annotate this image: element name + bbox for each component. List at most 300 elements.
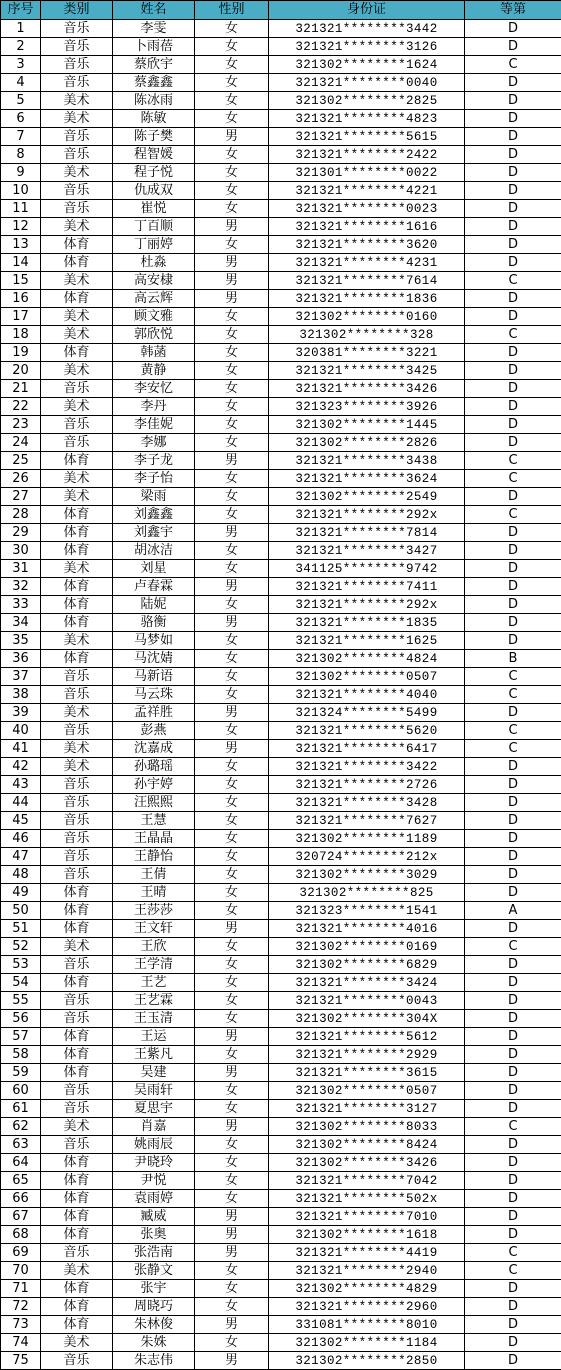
cell-seq: 13: [1, 236, 41, 254]
cell-name: 杜淼: [113, 254, 195, 272]
cell-category: 美术: [41, 1118, 113, 1136]
cell-id-number: 341125********9742: [269, 560, 465, 578]
cell-gender: 女: [195, 794, 269, 812]
cell-gender: 女: [195, 344, 269, 362]
cell-category: 音乐: [41, 722, 113, 740]
cell-grade: D: [465, 362, 561, 380]
table-row: [1, 146, 561, 164]
cell-gender: 男: [195, 254, 269, 272]
cell-grade: D: [465, 434, 561, 452]
cell-grade: D: [465, 92, 561, 110]
cell-id-number: 321321********2726: [269, 776, 465, 794]
cell-name: 王艺霖: [113, 992, 195, 1010]
table-row: [1, 704, 561, 722]
cell-grade: C: [465, 56, 561, 74]
cell-seq: 2: [1, 38, 41, 56]
cell-name: 张宇: [113, 1280, 195, 1298]
cell-gender: 女: [195, 668, 269, 686]
table-row: [1, 326, 561, 344]
cell-gender: 女: [195, 434, 269, 452]
cell-grade: D: [465, 704, 561, 722]
cell-id-number: 321321********7010: [269, 1208, 465, 1226]
cell-gender: 女: [195, 776, 269, 794]
cell-seq: 64: [1, 1154, 41, 1172]
cell-name: 吴雨轩: [113, 1082, 195, 1100]
cell-gender: 女: [195, 1136, 269, 1154]
table-row: [1, 812, 561, 830]
cell-name: 马云珠: [113, 686, 195, 704]
cell-id-number: 321302********4829: [269, 1280, 465, 1298]
cell-grade: B: [465, 650, 561, 668]
cell-name: 朱志伟: [113, 1352, 195, 1370]
table-row: [1, 236, 561, 254]
cell-grade: D: [465, 758, 561, 776]
cell-id-number: 321321********5620: [269, 722, 465, 740]
cell-name: 王静怡: [113, 848, 195, 866]
cell-grade: C: [465, 1244, 561, 1262]
table-row: [1, 20, 561, 38]
cell-grade: C: [465, 1262, 561, 1280]
cell-gender: 男: [195, 218, 269, 236]
cell-grade: D: [465, 1298, 561, 1316]
cell-gender: 男: [195, 128, 269, 146]
cell-seq: 35: [1, 632, 41, 650]
cell-gender: 女: [195, 560, 269, 578]
cell-grade: D: [465, 1208, 561, 1226]
cell-name: 蔡欣宇: [113, 56, 195, 74]
table-row: [1, 722, 561, 740]
cell-name: 张浩南: [113, 1244, 195, 1262]
cell-id-number: 321321********3442: [269, 20, 465, 38]
cell-seq: 12: [1, 218, 41, 236]
cell-category: 体育: [41, 884, 113, 902]
cell-id-number: 321321********6417: [269, 740, 465, 758]
cell-gender: 男: [195, 524, 269, 542]
cell-seq: 53: [1, 956, 41, 974]
cell-seq: 21: [1, 380, 41, 398]
cell-seq: 56: [1, 1010, 41, 1028]
cell-grade: D: [465, 200, 561, 218]
cell-seq: 10: [1, 182, 41, 200]
cell-id-number: 321302********2549: [269, 488, 465, 506]
cell-gender: 女: [195, 974, 269, 992]
table-row: [1, 956, 561, 974]
cell-seq: 52: [1, 938, 41, 956]
table-row: [1, 884, 561, 902]
cell-grade: C: [465, 1118, 561, 1136]
cell-grade: D: [465, 560, 561, 578]
cell-name: 王紫凡: [113, 1046, 195, 1064]
cell-gender: 女: [195, 236, 269, 254]
cell-name: 李雯: [113, 20, 195, 38]
table-row: [1, 632, 561, 650]
cell-category: 美术: [41, 272, 113, 290]
cell-gender: 男: [195, 1118, 269, 1136]
cell-seq: 9: [1, 164, 41, 182]
cell-seq: 30: [1, 542, 41, 560]
cell-category: 美术: [41, 758, 113, 776]
cell-seq: 42: [1, 758, 41, 776]
cell-name: 袁雨婷: [113, 1190, 195, 1208]
cell-id-number: 321302********1445: [269, 416, 465, 434]
cell-category: 音乐: [41, 812, 113, 830]
table-row: [1, 56, 561, 74]
cell-name: 崔悦: [113, 200, 195, 218]
table-row: [1, 506, 561, 524]
cell-id-number: 321302********8424: [269, 1136, 465, 1154]
cell-seq: 16: [1, 290, 41, 308]
cell-gender: 女: [195, 1082, 269, 1100]
table-row: [1, 1280, 561, 1298]
cell-seq: 15: [1, 272, 41, 290]
cell-gender: 女: [195, 992, 269, 1010]
table-row: [1, 938, 561, 956]
table-row: [1, 1316, 561, 1334]
table-row: [1, 272, 561, 290]
cell-gender: 女: [195, 416, 269, 434]
cell-grade: D: [465, 164, 561, 182]
cell-category: 体育: [41, 1226, 113, 1244]
cell-id-number: 321302********1184: [269, 1334, 465, 1352]
cell-seq: 44: [1, 794, 41, 812]
cell-category: 音乐: [41, 1082, 113, 1100]
table-row: [1, 254, 561, 272]
cell-seq: 58: [1, 1046, 41, 1064]
table-row: [1, 686, 561, 704]
cell-seq: 55: [1, 992, 41, 1010]
cell-grade: D: [465, 1154, 561, 1172]
cell-grade: D: [465, 830, 561, 848]
cell-gender: 女: [195, 758, 269, 776]
cell-name: 李丹: [113, 398, 195, 416]
cell-gender: 女: [195, 542, 269, 560]
cell-id-number: 321321********2422: [269, 146, 465, 164]
cell-id-number: 321321********7614: [269, 272, 465, 290]
cell-seq: 25: [1, 452, 41, 470]
table-row: [1, 1082, 561, 1100]
cell-id-number: 321302********0160: [269, 308, 465, 326]
cell-grade: C: [465, 326, 561, 344]
cell-seq: 54: [1, 974, 41, 992]
cell-id-number: 321302********3029: [269, 866, 465, 884]
cell-seq: 36: [1, 650, 41, 668]
cell-category: 音乐: [41, 380, 113, 398]
cell-gender: 女: [195, 866, 269, 884]
cell-category: 音乐: [41, 956, 113, 974]
table-row: [1, 452, 561, 470]
cell-seq: 27: [1, 488, 41, 506]
cell-grade: D: [465, 1316, 561, 1334]
cell-name: 陈子樊: [113, 128, 195, 146]
cell-name: 汪熙熙: [113, 794, 195, 812]
cell-id-number: 321321********2929: [269, 1046, 465, 1064]
table-row: [1, 902, 561, 920]
cell-seq: 60: [1, 1082, 41, 1100]
cell-category: 美术: [41, 326, 113, 344]
cell-category: 音乐: [41, 1136, 113, 1154]
table-row: [1, 1010, 561, 1028]
table-row: [1, 1064, 561, 1082]
cell-name: 李子怡: [113, 470, 195, 488]
cell-grade: D: [465, 794, 561, 812]
cell-grade: D: [465, 488, 561, 506]
cell-grade: D: [465, 1334, 561, 1352]
table-row: [1, 542, 561, 560]
cell-gender: 女: [195, 92, 269, 110]
cell-grade: D: [465, 416, 561, 434]
cell-name: 肖嘉: [113, 1118, 195, 1136]
cell-id-number: 321321********4419: [269, 1244, 465, 1262]
cell-grade: D: [465, 1028, 561, 1046]
cell-name: 卜雨蓓: [113, 38, 195, 56]
cell-id-number: 321321********292x: [269, 596, 465, 614]
cell-seq: 68: [1, 1226, 41, 1244]
cell-gender: 女: [195, 1190, 269, 1208]
cell-seq: 74: [1, 1334, 41, 1352]
cell-grade: D: [465, 956, 561, 974]
table-row: [1, 434, 561, 452]
cell-name: 丁丽婷: [113, 236, 195, 254]
cell-grade: D: [465, 308, 561, 326]
cell-category: 音乐: [41, 776, 113, 794]
cell-seq: 67: [1, 1208, 41, 1226]
cell-id-number: 321321********3127: [269, 1100, 465, 1118]
cell-id-number: 321321********1836: [269, 290, 465, 308]
cell-gender: 女: [195, 470, 269, 488]
cell-seq: 32: [1, 578, 41, 596]
cell-seq: 8: [1, 146, 41, 164]
cell-grade: D: [465, 920, 561, 938]
cell-category: 美术: [41, 632, 113, 650]
header-name: 姓名: [113, 1, 195, 20]
cell-gender: 女: [195, 884, 269, 902]
cell-gender: 女: [195, 1334, 269, 1352]
cell-name: 朱林俊: [113, 1316, 195, 1334]
cell-name: 周晓巧: [113, 1298, 195, 1316]
cell-id-number: 321302********2825: [269, 92, 465, 110]
cell-name: 张奥: [113, 1226, 195, 1244]
table-row: [1, 578, 561, 596]
cell-grade: C: [465, 722, 561, 740]
cell-name: 姚雨辰: [113, 1136, 195, 1154]
cell-id-number: 321321********3624: [269, 470, 465, 488]
table-row: [1, 38, 561, 56]
cell-seq: 18: [1, 326, 41, 344]
header-grade: 等第: [465, 1, 561, 20]
table-row: [1, 650, 561, 668]
table-row: [1, 110, 561, 128]
cell-grade: D: [465, 1280, 561, 1298]
table-row: [1, 668, 561, 686]
cell-name: 丁百顺: [113, 218, 195, 236]
cell-id-number: 321302********304X: [269, 1010, 465, 1028]
cell-seq: 33: [1, 596, 41, 614]
cell-gender: 女: [195, 38, 269, 56]
cell-seq: 43: [1, 776, 41, 794]
cell-name: 刘鑫宇: [113, 524, 195, 542]
cell-gender: 男: [195, 614, 269, 632]
cell-grade: D: [465, 524, 561, 542]
cell-name: 张静文: [113, 1262, 195, 1280]
cell-gender: 女: [195, 956, 269, 974]
cell-gender: 女: [195, 1172, 269, 1190]
cell-category: 体育: [41, 452, 113, 470]
cell-id-number: 321302********825: [269, 884, 465, 902]
cell-id-number: 321321********0043: [269, 992, 465, 1010]
cell-id-number: 321321********292x: [269, 506, 465, 524]
cell-name: 孟祥胜: [113, 704, 195, 722]
cell-category: 音乐: [41, 686, 113, 704]
cell-id-number: 321302********0507: [269, 668, 465, 686]
cell-grade: D: [465, 398, 561, 416]
cell-grade: D: [465, 1010, 561, 1028]
cell-name: 夏思宇: [113, 1100, 195, 1118]
header-id-number: 身份证: [269, 1, 465, 20]
cell-gender: 女: [195, 1154, 269, 1172]
cell-seq: 38: [1, 686, 41, 704]
cell-id-number: 321302********1618: [269, 1226, 465, 1244]
cell-seq: 69: [1, 1244, 41, 1262]
cell-gender: 女: [195, 722, 269, 740]
cell-grade: D: [465, 614, 561, 632]
cell-category: 美术: [41, 488, 113, 506]
cell-grade: C: [465, 470, 561, 488]
cell-name: 王慧: [113, 812, 195, 830]
cell-id-number: 321321********2940: [269, 1262, 465, 1280]
cell-seq: 75: [1, 1352, 41, 1370]
cell-id-number: 320381********3221: [269, 344, 465, 362]
cell-name: 陈敏: [113, 110, 195, 128]
cell-gender: 女: [195, 596, 269, 614]
table-body: [1, 20, 561, 1370]
cell-seq: 28: [1, 506, 41, 524]
cell-name: 王莎莎: [113, 902, 195, 920]
cell-id-number: 320724********212x: [269, 848, 465, 866]
cell-id-number: 321321********5612: [269, 1028, 465, 1046]
cell-category: 音乐: [41, 1352, 113, 1370]
cell-id-number: 321321********3620: [269, 236, 465, 254]
cell-gender: 女: [195, 380, 269, 398]
cell-seq: 46: [1, 830, 41, 848]
cell-grade: D: [465, 1046, 561, 1064]
cell-id-number: 321321********2960: [269, 1298, 465, 1316]
cell-seq: 22: [1, 398, 41, 416]
cell-id-number: 321321********3422: [269, 758, 465, 776]
cell-gender: 女: [195, 398, 269, 416]
cell-seq: 50: [1, 902, 41, 920]
cell-category: 体育: [41, 290, 113, 308]
cell-gender: 男: [195, 1244, 269, 1262]
cell-category: 音乐: [41, 866, 113, 884]
table-row: [1, 524, 561, 542]
cell-grade: D: [465, 146, 561, 164]
cell-seq: 39: [1, 704, 41, 722]
cell-name: 李娜: [113, 434, 195, 452]
cell-id-number: 321321********4231: [269, 254, 465, 272]
cell-id-number: 321321********3426: [269, 380, 465, 398]
cell-name: 蔡鑫鑫: [113, 74, 195, 92]
cell-name: 王运: [113, 1028, 195, 1046]
table-row: [1, 290, 561, 308]
cell-id-number: 321321********0040: [269, 74, 465, 92]
table-row: [1, 1226, 561, 1244]
cell-grade: C: [465, 686, 561, 704]
cell-grade: C: [465, 938, 561, 956]
cell-name: 尹晓玲: [113, 1154, 195, 1172]
cell-name: 彭燕: [113, 722, 195, 740]
table-row: [1, 1262, 561, 1280]
cell-category: 体育: [41, 236, 113, 254]
cell-name: 尹悦: [113, 1172, 195, 1190]
cell-gender: 女: [195, 506, 269, 524]
cell-id-number: 321302********1189: [269, 830, 465, 848]
cell-id-number: 321302********2850: [269, 1352, 465, 1370]
cell-gender: 女: [195, 902, 269, 920]
cell-id-number: 321302********0169: [269, 938, 465, 956]
cell-category: 体育: [41, 1064, 113, 1082]
table-row: [1, 848, 561, 866]
cell-grade: D: [465, 218, 561, 236]
table-row: [1, 1298, 561, 1316]
cell-seq: 3: [1, 56, 41, 74]
cell-gender: 女: [195, 146, 269, 164]
cell-name: 马新语: [113, 668, 195, 686]
cell-category: 美术: [41, 704, 113, 722]
cell-category: 音乐: [41, 200, 113, 218]
cell-grade: D: [465, 596, 561, 614]
cell-gender: 女: [195, 200, 269, 218]
cell-grade: D: [465, 542, 561, 560]
table-row: [1, 182, 561, 200]
cell-grade: C: [465, 452, 561, 470]
cell-id-number: 321321********4040: [269, 686, 465, 704]
table-row: [1, 488, 561, 506]
cell-gender: 女: [195, 1010, 269, 1028]
cell-name: 王晶晶: [113, 830, 195, 848]
cell-category: 音乐: [41, 668, 113, 686]
cell-gender: 男: [195, 272, 269, 290]
table-row: [1, 308, 561, 326]
cell-id-number: 321302********3426: [269, 1154, 465, 1172]
cell-id-number: 321321********7627: [269, 812, 465, 830]
cell-id-number: 321323********3926: [269, 398, 465, 416]
cell-name: 王学清: [113, 956, 195, 974]
cell-id-number: 321321********7411: [269, 578, 465, 596]
cell-gender: 女: [195, 326, 269, 344]
cell-grade: D: [465, 992, 561, 1010]
cell-name: 孙璐瑶: [113, 758, 195, 776]
table-row: [1, 1244, 561, 1262]
cell-gender: 男: [195, 578, 269, 596]
cell-id-number: 321321********3428: [269, 794, 465, 812]
cell-category: 体育: [41, 524, 113, 542]
cell-grade: D: [465, 344, 561, 362]
cell-id-number: 321321********3126: [269, 38, 465, 56]
cell-grade: D: [465, 776, 561, 794]
cell-gender: 女: [195, 848, 269, 866]
cell-name: 仇成双: [113, 182, 195, 200]
cell-id-number: 321301********0022: [269, 164, 465, 182]
cell-name: 王玉清: [113, 1010, 195, 1028]
cell-category: 体育: [41, 344, 113, 362]
header-row: [1, 1, 561, 20]
cell-seq: 49: [1, 884, 41, 902]
cell-seq: 70: [1, 1262, 41, 1280]
table-row: [1, 614, 561, 632]
cell-category: 体育: [41, 1298, 113, 1316]
cell-category: 音乐: [41, 74, 113, 92]
cell-grade: D: [465, 254, 561, 272]
